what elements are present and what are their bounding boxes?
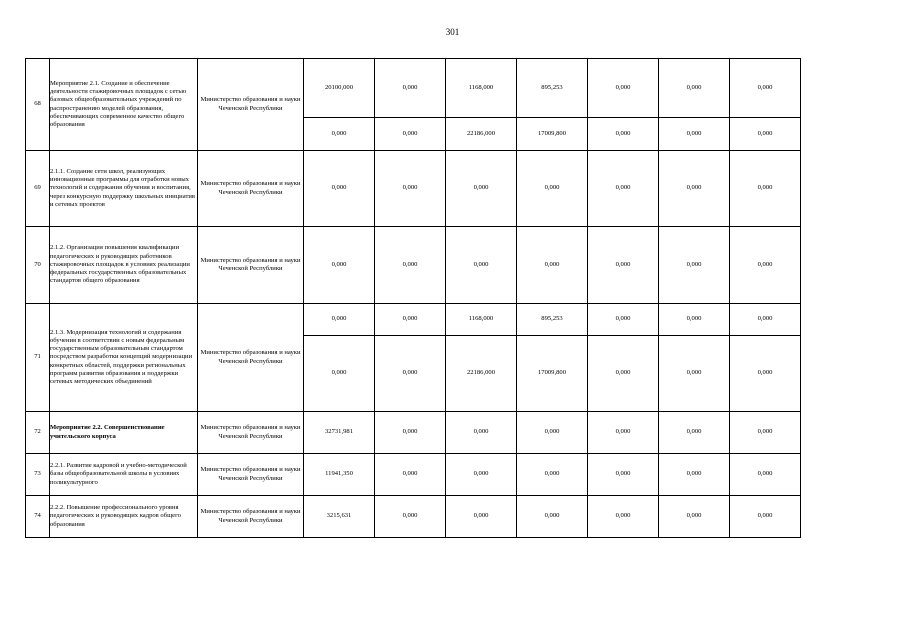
value-cell: 0,000: [446, 496, 517, 538]
value-cell: 0,000: [517, 151, 588, 227]
value-cell: 0,000: [588, 227, 659, 304]
value-cell: 0,000: [304, 304, 375, 336]
row-number: 73: [26, 454, 50, 496]
value-cell: 0,000: [659, 227, 730, 304]
value-cell: 0,000: [375, 151, 446, 227]
value-cell: 0,000: [588, 59, 659, 118]
value-cell: 0,000: [730, 151, 801, 227]
value-cell: 0,000: [517, 496, 588, 538]
value-cell: 22186,000: [446, 118, 517, 151]
value-cell: 0,000: [730, 59, 801, 118]
value-cell: 0,000: [730, 496, 801, 538]
value-cell: 20100,000: [304, 59, 375, 118]
value-cell: 0,000: [588, 304, 659, 336]
value-cell: 0,000: [304, 151, 375, 227]
value-cell: 3215,631: [304, 496, 375, 538]
value-cell: 0,000: [517, 454, 588, 496]
table-row: [26, 59, 801, 118]
value-cell: 0,000: [304, 227, 375, 304]
table-row: [26, 227, 801, 304]
row-number: 69: [26, 151, 50, 227]
value-cell: 11941,350: [304, 454, 375, 496]
page-number: 301: [445, 27, 460, 37]
table-row: [26, 304, 801, 336]
responsible-org: Министерство образования и науки Чеченской Республики: [198, 454, 304, 496]
value-cell: 0,000: [730, 336, 801, 412]
value-cell: 0,000: [659, 454, 730, 496]
value-cell: 0,000: [659, 151, 730, 227]
value-cell: 0,000: [730, 304, 801, 336]
value-cell: 1168,000: [446, 59, 517, 118]
value-cell: 1168,000: [446, 304, 517, 336]
value-cell: 0,000: [517, 227, 588, 304]
value-cell: 0,000: [304, 336, 375, 412]
table-row: [26, 496, 801, 538]
responsible-org: Министерство образования и науки Чеченской Республики: [198, 412, 304, 454]
value-cell: 0,000: [517, 412, 588, 454]
program-measures-table: [25, 58, 801, 538]
value-cell: 0,000: [588, 496, 659, 538]
value-cell: 0,000: [446, 412, 517, 454]
value-cell: 32731,981: [304, 412, 375, 454]
value-cell: 0,000: [659, 118, 730, 151]
measure-name: 2.2.2. Повышение профессионального уровня педагогических и руководящих кадров общего образования: [50, 496, 198, 538]
table-row: [26, 412, 801, 454]
value-cell: 17009,800: [517, 118, 588, 151]
value-cell: 0,000: [446, 454, 517, 496]
row-number: 70: [26, 227, 50, 304]
responsible-org: Министерство образования и науки Чеченской Республики: [198, 59, 304, 151]
value-cell: 0,000: [730, 118, 801, 151]
value-cell: 0,000: [375, 336, 446, 412]
value-cell: 17009,800: [517, 336, 588, 412]
value-cell: 0,000: [588, 412, 659, 454]
responsible-org: Министерство образования и науки Чеченской Республики: [198, 227, 304, 304]
row-number: 72: [26, 412, 50, 454]
value-cell: 895,253: [517, 59, 588, 118]
value-cell: 0,000: [588, 118, 659, 151]
measure-name: 2.1.2. Организация повышения квалификации педагогических и руководящих работников стажировочных площадок в условиях реализации федеральных государственных образовательных стандартов общего образования: [50, 227, 198, 304]
value-cell: 0,000: [375, 227, 446, 304]
value-cell: 22186,000: [446, 336, 517, 412]
responsible-org: Министерство образования и науки Чеченской Республики: [198, 496, 304, 538]
value-cell: 0,000: [659, 412, 730, 454]
value-cell: 0,000: [375, 496, 446, 538]
value-cell: 0,000: [446, 227, 517, 304]
value-cell: 0,000: [659, 336, 730, 412]
value-cell: 0,000: [375, 454, 446, 496]
value-cell: 0,000: [446, 151, 517, 227]
responsible-org: Министерство образования и науки Чеченской Республики: [198, 304, 304, 412]
row-number: 68: [26, 59, 50, 151]
value-cell: 0,000: [588, 336, 659, 412]
value-cell: 0,000: [588, 454, 659, 496]
value-cell: 0,000: [659, 496, 730, 538]
value-cell: 0,000: [730, 454, 801, 496]
measure-name: 2.2.1. Развитие кадровой и учебно-методической базы общеобразовательной школы в условиях поликультурного: [50, 454, 198, 496]
value-cell: 0,000: [304, 118, 375, 151]
row-number: 74: [26, 496, 50, 538]
value-cell: 0,000: [375, 118, 446, 151]
value-cell: 0,000: [375, 412, 446, 454]
value-cell: 895,253: [517, 304, 588, 336]
measure-name: 2.1.1. Создание сети школ, реализующих инновационные программы для отработки новых технологий и содержания обучения и воспитания, через конкурсную поддержку школьных инициатив и сетевых проектов: [50, 151, 198, 227]
value-cell: 0,000: [375, 59, 446, 118]
table-row: [26, 151, 801, 227]
value-cell: 0,000: [730, 412, 801, 454]
measure-name: Мероприятие 2.2. Совершенствование учительского корпуса: [50, 412, 198, 454]
value-cell: 0,000: [659, 304, 730, 336]
measure-name: Мероприятие 2.1. Создание и обеспечение деятельности стажировочных площадок с сетью базовых общеобразовательных учреждений по распространению моделей образования, обеспечивающих современное качество общего образования: [50, 59, 198, 151]
row-number: 71: [26, 304, 50, 412]
value-cell: 0,000: [730, 227, 801, 304]
value-cell: 0,000: [659, 59, 730, 118]
measure-name: 2.1.3. Модернизация технологий и содержания обучения в соответствии с новым федеральным государственным образовательным стандартом посредством разработки концепций модернизации конкретных областей, поддержки региональных программ развития образования и поддержки сетевых методических объединений: [50, 304, 198, 412]
value-cell: 0,000: [588, 151, 659, 227]
value-cell: 0,000: [375, 304, 446, 336]
responsible-org: Министерство образования и науки Чеченской Республики: [198, 151, 304, 227]
table-row: [26, 454, 801, 496]
